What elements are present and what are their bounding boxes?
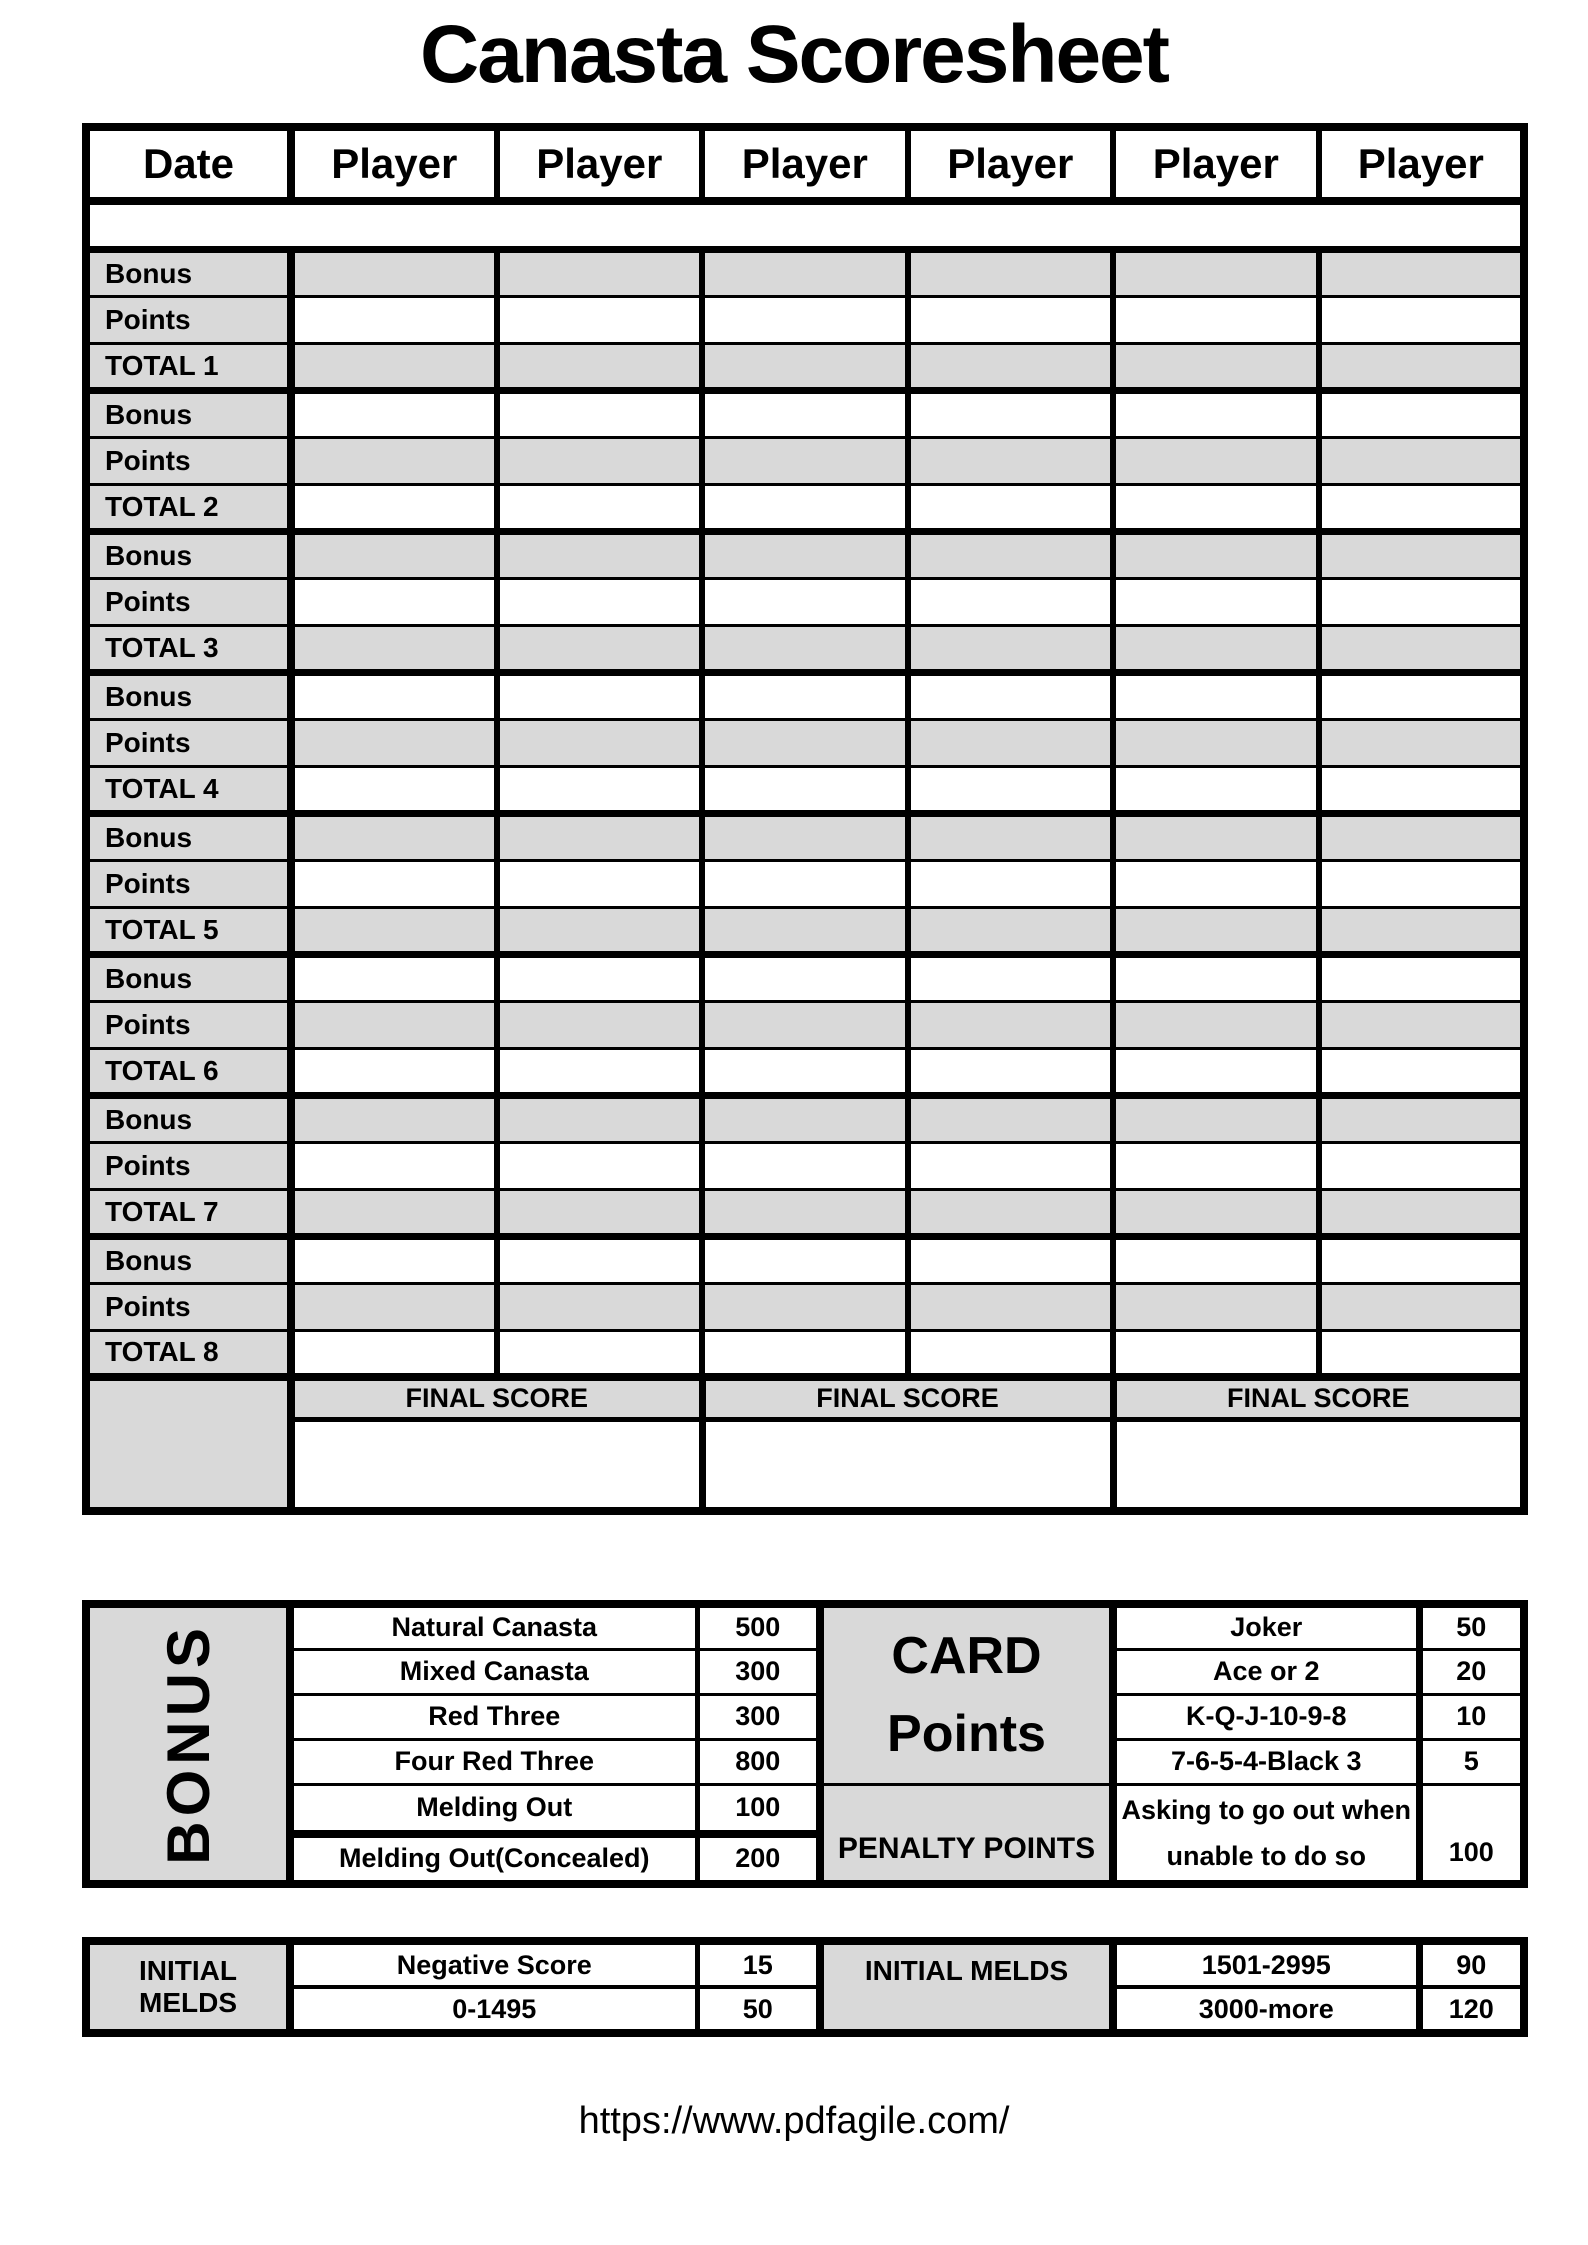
score-entry-cell <box>908 1283 1114 1330</box>
final-score-corner-cell <box>86 1377 291 1511</box>
score-entry-cell <box>1319 766 1525 813</box>
total-row-label: TOTAL 1 <box>86 343 291 390</box>
score-entry-cell <box>908 484 1114 531</box>
score-entry-cell <box>291 1048 497 1095</box>
player-names-entry-cell <box>86 201 1524 249</box>
score-entry-cell <box>497 484 703 531</box>
bonus-row-label: Bonus <box>86 249 291 296</box>
score-entry-cell <box>1113 437 1319 484</box>
score-entry-cell <box>291 860 497 907</box>
score-row <box>86 249 1524 296</box>
total-row-label: TOTAL 5 <box>86 907 291 954</box>
bonus-row <box>86 1694 1524 1739</box>
score-entry-cell <box>1319 249 1525 296</box>
total-row-label: TOTAL 2 <box>86 484 291 531</box>
score-entry-cell <box>1319 672 1525 719</box>
score-row <box>86 719 1524 766</box>
score-entry-cell <box>1319 1142 1525 1189</box>
score-entry-cell <box>1113 484 1319 531</box>
score-entry-cell <box>702 390 908 437</box>
player-column-header: Player <box>702 127 908 201</box>
card-points-header-line1: CARD <box>891 1627 1042 1686</box>
score-entry-cell <box>702 766 908 813</box>
score-entry-cell <box>1319 343 1525 390</box>
score-entry-cell <box>702 1236 908 1283</box>
score-entry-cell <box>291 484 497 531</box>
score-row <box>86 1189 1524 1236</box>
score-entry-cell <box>497 719 703 766</box>
points-row-label: Points <box>86 1283 291 1330</box>
player-column-header: Player <box>291 127 497 201</box>
initial-melds-row <box>86 1941 1524 1987</box>
card-item-name: Ace or 2 <box>1113 1649 1419 1694</box>
final-score-header-row <box>86 1377 1524 1419</box>
score-entry-cell <box>497 390 703 437</box>
points-row-label: Points <box>86 1142 291 1189</box>
score-entry-cell <box>702 954 908 1001</box>
score-row <box>86 1142 1524 1189</box>
score-entry-cell <box>1319 578 1525 625</box>
bonus-item-value: 100 <box>697 1784 820 1834</box>
bonus-item-value: 300 <box>697 1649 820 1694</box>
bonus-item-name: Natural Canasta <box>290 1604 697 1649</box>
bonus-item-name: Melding Out(Concealed) <box>290 1834 697 1884</box>
bonus-item-value: 300 <box>697 1694 820 1739</box>
initial-melds-value: 50 <box>697 1987 820 2033</box>
score-entry-cell <box>702 437 908 484</box>
score-entry-cell <box>291 1001 497 1048</box>
score-entry-cell <box>1319 625 1525 672</box>
score-entry-cell <box>497 954 703 1001</box>
score-entry-cell <box>908 390 1114 437</box>
score-entry-cell <box>291 249 497 296</box>
score-entry-cell <box>908 1142 1114 1189</box>
score-entry-cell <box>702 1095 908 1142</box>
score-entry-cell <box>702 860 908 907</box>
player-column-header: Player <box>1319 127 1525 201</box>
score-entry-cell <box>291 343 497 390</box>
player-column-header: Player <box>497 127 703 201</box>
score-row <box>86 531 1524 578</box>
points-row-label: Points <box>86 1001 291 1048</box>
bonus-row <box>86 1739 1524 1784</box>
score-entry-cell <box>497 1048 703 1095</box>
bonus-item-value: 200 <box>697 1834 820 1884</box>
bonus-row <box>86 1784 1524 1834</box>
bonus-row <box>86 1649 1524 1694</box>
score-entry-cell <box>291 719 497 766</box>
initial-melds-value: 120 <box>1419 1987 1524 2033</box>
score-entry-cell <box>702 249 908 296</box>
score-entry-cell <box>1113 672 1319 719</box>
score-entry-cell <box>1319 954 1525 1001</box>
initial-melds-value: 90 <box>1419 1941 1524 1987</box>
card-points-header <box>820 1604 1113 1784</box>
score-entry-cell <box>1113 249 1319 296</box>
score-entry-cell <box>1319 1189 1525 1236</box>
score-entry-cell <box>908 343 1114 390</box>
score-row <box>86 484 1524 531</box>
score-row <box>86 1048 1524 1095</box>
score-entry-cell <box>908 672 1114 719</box>
score-entry-cell <box>702 484 908 531</box>
score-row <box>86 1330 1524 1377</box>
bonus-item-name: Melding Out <box>290 1784 697 1834</box>
final-score-entry-cell <box>1113 1419 1524 1511</box>
score-entry-cell <box>1113 1001 1319 1048</box>
score-entry-cell <box>908 437 1114 484</box>
initial-melds-name: 3000-more <box>1113 1987 1419 2033</box>
penalty-item-name <box>1113 1784 1419 1884</box>
bonus-item-name: Four Red Three <box>290 1739 697 1784</box>
initial-melds-name: 0-1495 <box>290 1987 697 2033</box>
penalty-item-value: 100 <box>1419 1784 1524 1884</box>
score-table <box>82 123 1528 1515</box>
score-row <box>86 1001 1524 1048</box>
score-entry-cell <box>908 907 1114 954</box>
score-entry-cell <box>908 1095 1114 1142</box>
score-row <box>86 813 1524 860</box>
score-entry-cell <box>1319 1048 1525 1095</box>
score-entry-cell <box>908 1236 1114 1283</box>
score-row <box>86 1095 1524 1142</box>
score-entry-cell <box>1113 1048 1319 1095</box>
score-row <box>86 1283 1524 1330</box>
score-entry-cell <box>908 1330 1114 1377</box>
score-entry-cell <box>497 531 703 578</box>
score-row <box>86 343 1524 390</box>
score-entry-cell <box>1319 1236 1525 1283</box>
bonus-item-value: 800 <box>697 1739 820 1784</box>
bonus-row-label: Bonus <box>86 1095 291 1142</box>
score-entry-cell <box>1319 484 1525 531</box>
score-entry-cell <box>702 719 908 766</box>
score-entry-cell <box>1319 719 1525 766</box>
score-entry-cell <box>1113 343 1319 390</box>
bonus-row-label: Bonus <box>86 813 291 860</box>
score-entry-cell <box>702 1189 908 1236</box>
bonus-row-label: Bonus <box>86 672 291 719</box>
score-entry-cell <box>291 672 497 719</box>
score-entry-cell <box>291 390 497 437</box>
score-entry-cell <box>1113 1236 1319 1283</box>
score-entry-cell <box>497 296 703 343</box>
score-row <box>86 625 1524 672</box>
score-entry-cell <box>291 578 497 625</box>
score-entry-cell <box>908 1048 1114 1095</box>
score-entry-cell <box>497 1142 703 1189</box>
initial-melds-name: 1501-2995 <box>1113 1941 1419 1987</box>
score-entry-cell <box>497 1095 703 1142</box>
score-entry-cell <box>291 1283 497 1330</box>
score-entry-cell <box>291 1142 497 1189</box>
score-entry-cell <box>702 531 908 578</box>
score-entry-cell <box>702 343 908 390</box>
score-entry-cell <box>497 907 703 954</box>
score-entry-cell <box>1319 1330 1525 1377</box>
score-entry-cell <box>908 296 1114 343</box>
score-entry-cell <box>908 860 1114 907</box>
footer-url: https://www.pdfagile.com/ <box>578 2100 1010 2142</box>
score-entry-cell <box>1319 813 1525 860</box>
bonus-row-label: Bonus <box>86 390 291 437</box>
score-row <box>86 437 1524 484</box>
final-score-entry-row <box>86 1419 1524 1511</box>
score-entry-cell <box>908 625 1114 672</box>
player-column-header: Player <box>1113 127 1319 201</box>
card-item-value: 20 <box>1419 1649 1524 1694</box>
score-entry-cell <box>1113 1189 1319 1236</box>
score-entry-cell <box>908 813 1114 860</box>
score-row <box>86 907 1524 954</box>
score-entry-cell <box>1113 625 1319 672</box>
score-entry-cell <box>1319 1095 1525 1142</box>
score-entry-cell <box>1113 1283 1319 1330</box>
score-entry-cell <box>702 813 908 860</box>
score-entry-cell <box>1113 296 1319 343</box>
score-entry-cell <box>908 249 1114 296</box>
score-entry-cell <box>497 1330 703 1377</box>
score-entry-cell <box>702 1001 908 1048</box>
card-points-header-line2: Points <box>887 1705 1046 1764</box>
score-entry-cell <box>291 437 497 484</box>
points-row-label: Points <box>86 578 291 625</box>
score-entry-cell <box>497 672 703 719</box>
score-entry-cell <box>1113 578 1319 625</box>
score-header-row <box>86 127 1524 201</box>
score-row <box>86 672 1524 719</box>
score-entry-cell <box>291 1189 497 1236</box>
score-entry-cell <box>497 1001 703 1048</box>
score-entry-cell <box>1113 766 1319 813</box>
card-item-name: K-Q-J-10-9-8 <box>1113 1694 1419 1739</box>
bonus-row-label: Bonus <box>86 954 291 1001</box>
score-entry-cell <box>497 343 703 390</box>
score-entry-cell <box>497 860 703 907</box>
points-row-label: Points <box>86 860 291 907</box>
total-row-label: TOTAL 3 <box>86 625 291 672</box>
score-entry-cell <box>291 1236 497 1283</box>
score-entry-cell <box>1113 390 1319 437</box>
page-title: Canasta Scoresheet <box>420 9 1168 100</box>
score-entry-cell <box>702 578 908 625</box>
score-entry-cell <box>908 719 1114 766</box>
score-entry-cell <box>702 907 908 954</box>
score-entry-cell <box>702 1142 908 1189</box>
score-entry-cell <box>291 1330 497 1377</box>
initial-melds-header-right: INITIAL MELDS <box>820 1941 1113 2033</box>
score-entry-cell <box>1319 1001 1525 1048</box>
bonus-section-label-cell <box>86 1604 290 1884</box>
score-entry-cell <box>497 1189 703 1236</box>
final-score-entry-cell <box>702 1419 1113 1511</box>
score-row <box>86 766 1524 813</box>
score-row <box>86 860 1524 907</box>
final-score-header: FINAL SCORE <box>702 1377 1113 1419</box>
score-entry-cell <box>1319 860 1525 907</box>
initial-melds-table <box>82 1937 1528 2037</box>
score-row <box>86 1236 1524 1283</box>
score-entry-cell <box>908 1189 1114 1236</box>
initial-melds-header-left: INITIAL MELDS <box>86 1941 290 2033</box>
score-entry-cell <box>291 1095 497 1142</box>
score-row <box>86 578 1524 625</box>
score-entry-cell <box>1319 296 1525 343</box>
card-item-name: 7-6-5-4-Black 3 <box>1113 1739 1419 1784</box>
final-score-header: FINAL SCORE <box>1113 1377 1524 1419</box>
score-entry-cell <box>291 625 497 672</box>
score-row <box>86 390 1524 437</box>
score-entry-cell <box>1113 1142 1319 1189</box>
final-score-entry-cell <box>291 1419 702 1511</box>
card-item-name: Joker <box>1113 1604 1419 1649</box>
score-row <box>86 954 1524 1001</box>
bonus-row <box>86 1604 1524 1649</box>
total-row-label: TOTAL 6 <box>86 1048 291 1095</box>
score-entry-cell <box>1113 954 1319 1001</box>
score-entry-cell <box>1113 907 1319 954</box>
score-entry-cell <box>1319 1283 1525 1330</box>
score-entry-cell <box>908 531 1114 578</box>
initial-melds-value: 15 <box>697 1941 820 1987</box>
final-score-header: FINAL SCORE <box>291 1377 702 1419</box>
bonus-row-label: Bonus <box>86 531 291 578</box>
player-names-entry-row <box>86 201 1524 249</box>
total-row-label: TOTAL 7 <box>86 1189 291 1236</box>
score-entry-cell <box>908 766 1114 813</box>
date-column-header: Date <box>86 127 291 201</box>
score-entry-cell <box>908 578 1114 625</box>
initial-melds-name: Negative Score <box>290 1941 697 1987</box>
card-item-value: 10 <box>1419 1694 1524 1739</box>
bonus-section-label: BONUS <box>154 1622 222 1865</box>
score-entry-cell <box>702 1330 908 1377</box>
score-entry-cell <box>497 437 703 484</box>
points-row-label: Points <box>86 296 291 343</box>
total-row-label: TOTAL 8 <box>86 1330 291 1377</box>
bonus-item-name: Mixed Canasta <box>290 1649 697 1694</box>
score-entry-cell <box>702 1283 908 1330</box>
bonus-item-value: 500 <box>697 1604 820 1649</box>
score-entry-cell <box>497 766 703 813</box>
penalty-item-name-line2: unable to do so <box>1166 1840 1366 1871</box>
score-entry-cell <box>702 1048 908 1095</box>
score-entry-cell <box>908 954 1114 1001</box>
score-entry-cell <box>1113 1095 1319 1142</box>
bonus-reference-table <box>82 1600 1528 1888</box>
score-entry-cell <box>702 625 908 672</box>
total-row-label: TOTAL 4 <box>86 766 291 813</box>
score-entry-cell <box>291 766 497 813</box>
score-entry-cell <box>702 296 908 343</box>
score-entry-cell <box>908 1001 1114 1048</box>
score-entry-cell <box>497 578 703 625</box>
card-item-value: 5 <box>1419 1739 1524 1784</box>
bonus-row-label: Bonus <box>86 1236 291 1283</box>
penalty-points-header: PENALTY POINTS <box>820 1784 1113 1884</box>
score-entry-cell <box>1113 1330 1319 1377</box>
score-entry-cell <box>702 672 908 719</box>
player-column-header: Player <box>908 127 1114 201</box>
score-entry-cell <box>497 813 703 860</box>
score-entry-cell <box>1319 531 1525 578</box>
score-entry-cell <box>291 296 497 343</box>
score-entry-cell <box>497 625 703 672</box>
score-entry-cell <box>497 1283 703 1330</box>
score-entry-cell <box>1113 531 1319 578</box>
score-entry-cell <box>291 531 497 578</box>
initial-melds-row <box>86 1987 1524 2033</box>
score-entry-cell <box>1113 813 1319 860</box>
score-entry-cell <box>497 249 703 296</box>
score-entry-cell <box>1319 390 1525 437</box>
score-entry-cell <box>291 954 497 1001</box>
card-item-value: 50 <box>1419 1604 1524 1649</box>
score-entry-cell <box>1113 719 1319 766</box>
points-row-label: Points <box>86 437 291 484</box>
score-entry-cell <box>291 907 497 954</box>
score-entry-cell <box>1319 907 1525 954</box>
bonus-item-name: Red Three <box>290 1694 697 1739</box>
score-row <box>86 296 1524 343</box>
score-entry-cell <box>1319 437 1525 484</box>
score-entry-cell <box>497 1236 703 1283</box>
score-entry-cell <box>1113 860 1319 907</box>
score-entry-cell <box>291 813 497 860</box>
points-row-label: Points <box>86 719 291 766</box>
penalty-item-name-line1: Asking to go out when <box>1121 1794 1411 1825</box>
